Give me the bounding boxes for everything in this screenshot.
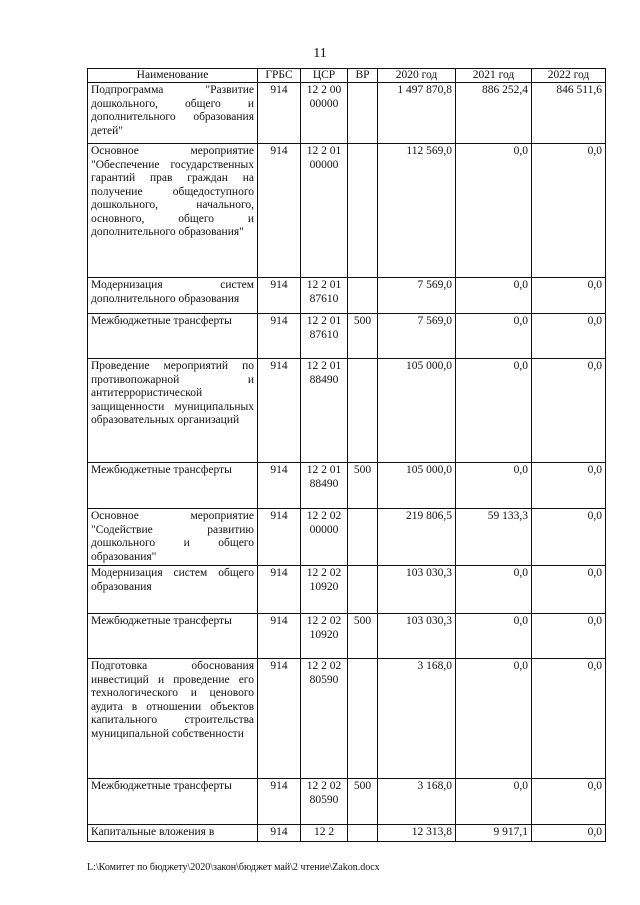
table-row [88,314,606,359]
row-2022: 0,0 [532,278,606,314]
row-2021: 9 917,1 [456,825,532,842]
row-csr: 12 2 02 80590 [301,779,348,825]
row-csr: 12 2 01 87610 [301,314,348,359]
row-2020: 7 569,0 [378,314,456,359]
row-grbs: 914 [258,278,301,314]
row-csr: 12 2 [301,825,348,842]
row-2020: 12 313,8 [378,825,456,842]
row-name: Подпрограмма "Развитие дошкольного, общего и дополнительного образования детей" [88,83,258,144]
row-name: Межбюджетные трансферты [88,614,258,659]
row-2021: 0,0 [456,614,532,659]
header-2022: 2022 год [532,69,606,83]
row-grbs: 914 [258,566,301,614]
row-2020: 105 000,0 [378,359,456,463]
row-2020: 103 030,3 [378,566,456,614]
row-2022: 846 511,6 [532,83,606,144]
header-grbs: ГРБС [258,69,301,83]
table-row [88,614,606,659]
table-row [88,463,606,509]
row-2021: 0,0 [456,566,532,614]
row-vr [348,359,378,463]
row-vr [348,566,378,614]
row-name: Основное мероприятие "Обеспечение государственных гарантий прав граждан на получение общедоступного дошкольного, начального, основного, общего и дополнительного образования" [88,144,258,278]
row-name: Основное мероприятие "Содействие развитию дошкольного и общего образования" [88,509,258,566]
row-grbs: 914 [258,463,301,509]
row-grbs: 914 [258,509,301,566]
table-row [88,509,606,566]
row-2022: 0,0 [532,509,606,566]
table-row [88,566,606,614]
row-2021: 59 133,3 [456,509,532,566]
row-2020: 7 569,0 [378,278,456,314]
row-csr: 12 2 00 00000 [301,83,348,144]
row-2022: 0,0 [532,463,606,509]
row-grbs: 914 [258,314,301,359]
table-row [88,659,606,779]
header-csr: ЦСР [301,69,348,83]
row-2021: 0,0 [456,278,532,314]
row-csr: 12 2 02 00000 [301,509,348,566]
row-grbs: 914 [258,779,301,825]
row-2020: 3 168,0 [378,779,456,825]
table-row [88,359,606,463]
row-2021: 0,0 [456,463,532,509]
row-name: Межбюджетные трансферты [88,314,258,359]
row-2021: 0,0 [456,314,532,359]
row-vr [348,509,378,566]
row-name: Межбюджетные трансферты [88,463,258,509]
table-row [88,144,606,278]
row-2022: 0,0 [532,659,606,779]
row-2022: 0,0 [532,779,606,825]
row-vr [348,83,378,144]
row-2020: 105 000,0 [378,463,456,509]
row-vr: 500 [348,614,378,659]
row-vr: 500 [348,779,378,825]
header-vr: ВР [348,69,378,83]
row-vr [348,659,378,779]
table-row [88,825,606,842]
row-2020: 103 030,3 [378,614,456,659]
row-grbs: 914 [258,144,301,278]
header-2020: 2020 год [378,69,456,83]
row-2020: 219 806,5 [378,509,456,566]
row-csr: 12 2 01 00000 [301,144,348,278]
row-grbs: 914 [258,825,301,842]
row-2021: 0,0 [456,359,532,463]
row-grbs: 914 [258,659,301,779]
row-csr: 12 2 02 10920 [301,566,348,614]
row-name: Межбюджетные трансферты [88,779,258,825]
row-2020: 1 497 870,8 [378,83,456,144]
header-2021: 2021 год [456,69,532,83]
budget-table [87,68,606,842]
row-2022: 0,0 [532,825,606,842]
table-row [88,278,606,314]
row-name: Модернизация систем общего образования [88,566,258,614]
row-2020: 112 569,0 [378,144,456,278]
row-2021: 0,0 [456,144,532,278]
row-name: Модернизация систем дополнительного образования [88,278,258,314]
row-name: Подготовка обоснования инвестиций и проведение его технологического и ценового аудита в отношении объектов капитального строительства муниципальной собственности [88,659,258,779]
row-2021: 0,0 [456,659,532,779]
row-vr: 500 [348,314,378,359]
row-2022: 0,0 [532,314,606,359]
row-csr: 12 2 02 10920 [301,614,348,659]
row-csr: 12 2 01 88490 [301,359,348,463]
row-2022: 0,0 [532,566,606,614]
row-grbs: 914 [258,359,301,463]
row-2021: 886 252,4 [456,83,532,144]
header-name: Наименование [88,69,258,83]
row-csr: 12 2 02 80590 [301,659,348,779]
footer-file-path: L:\Комитет по бюджету\2020\закон\бюджет май\2 чтение\Zakon.docx [87,862,380,873]
row-vr [348,825,378,842]
row-2022: 0,0 [532,359,606,463]
page-number: 11 [313,46,327,61]
row-grbs: 914 [258,614,301,659]
row-vr [348,278,378,314]
row-name: Капитальные вложения в [88,825,258,842]
row-csr: 12 2 01 87610 [301,278,348,314]
row-name: Проведение мероприятий по противопожарной и антитеррористической защищенности муниципальных образовательных организаций [88,359,258,463]
row-csr: 12 2 01 88490 [301,463,348,509]
table-header-row [88,69,606,83]
row-2022: 0,0 [532,144,606,278]
row-grbs: 914 [258,83,301,144]
row-2020: 3 168,0 [378,659,456,779]
row-vr: 500 [348,463,378,509]
table-row [88,83,606,144]
table-row [88,779,606,825]
row-2022: 0,0 [532,614,606,659]
row-2021: 0,0 [456,779,532,825]
row-vr [348,144,378,278]
